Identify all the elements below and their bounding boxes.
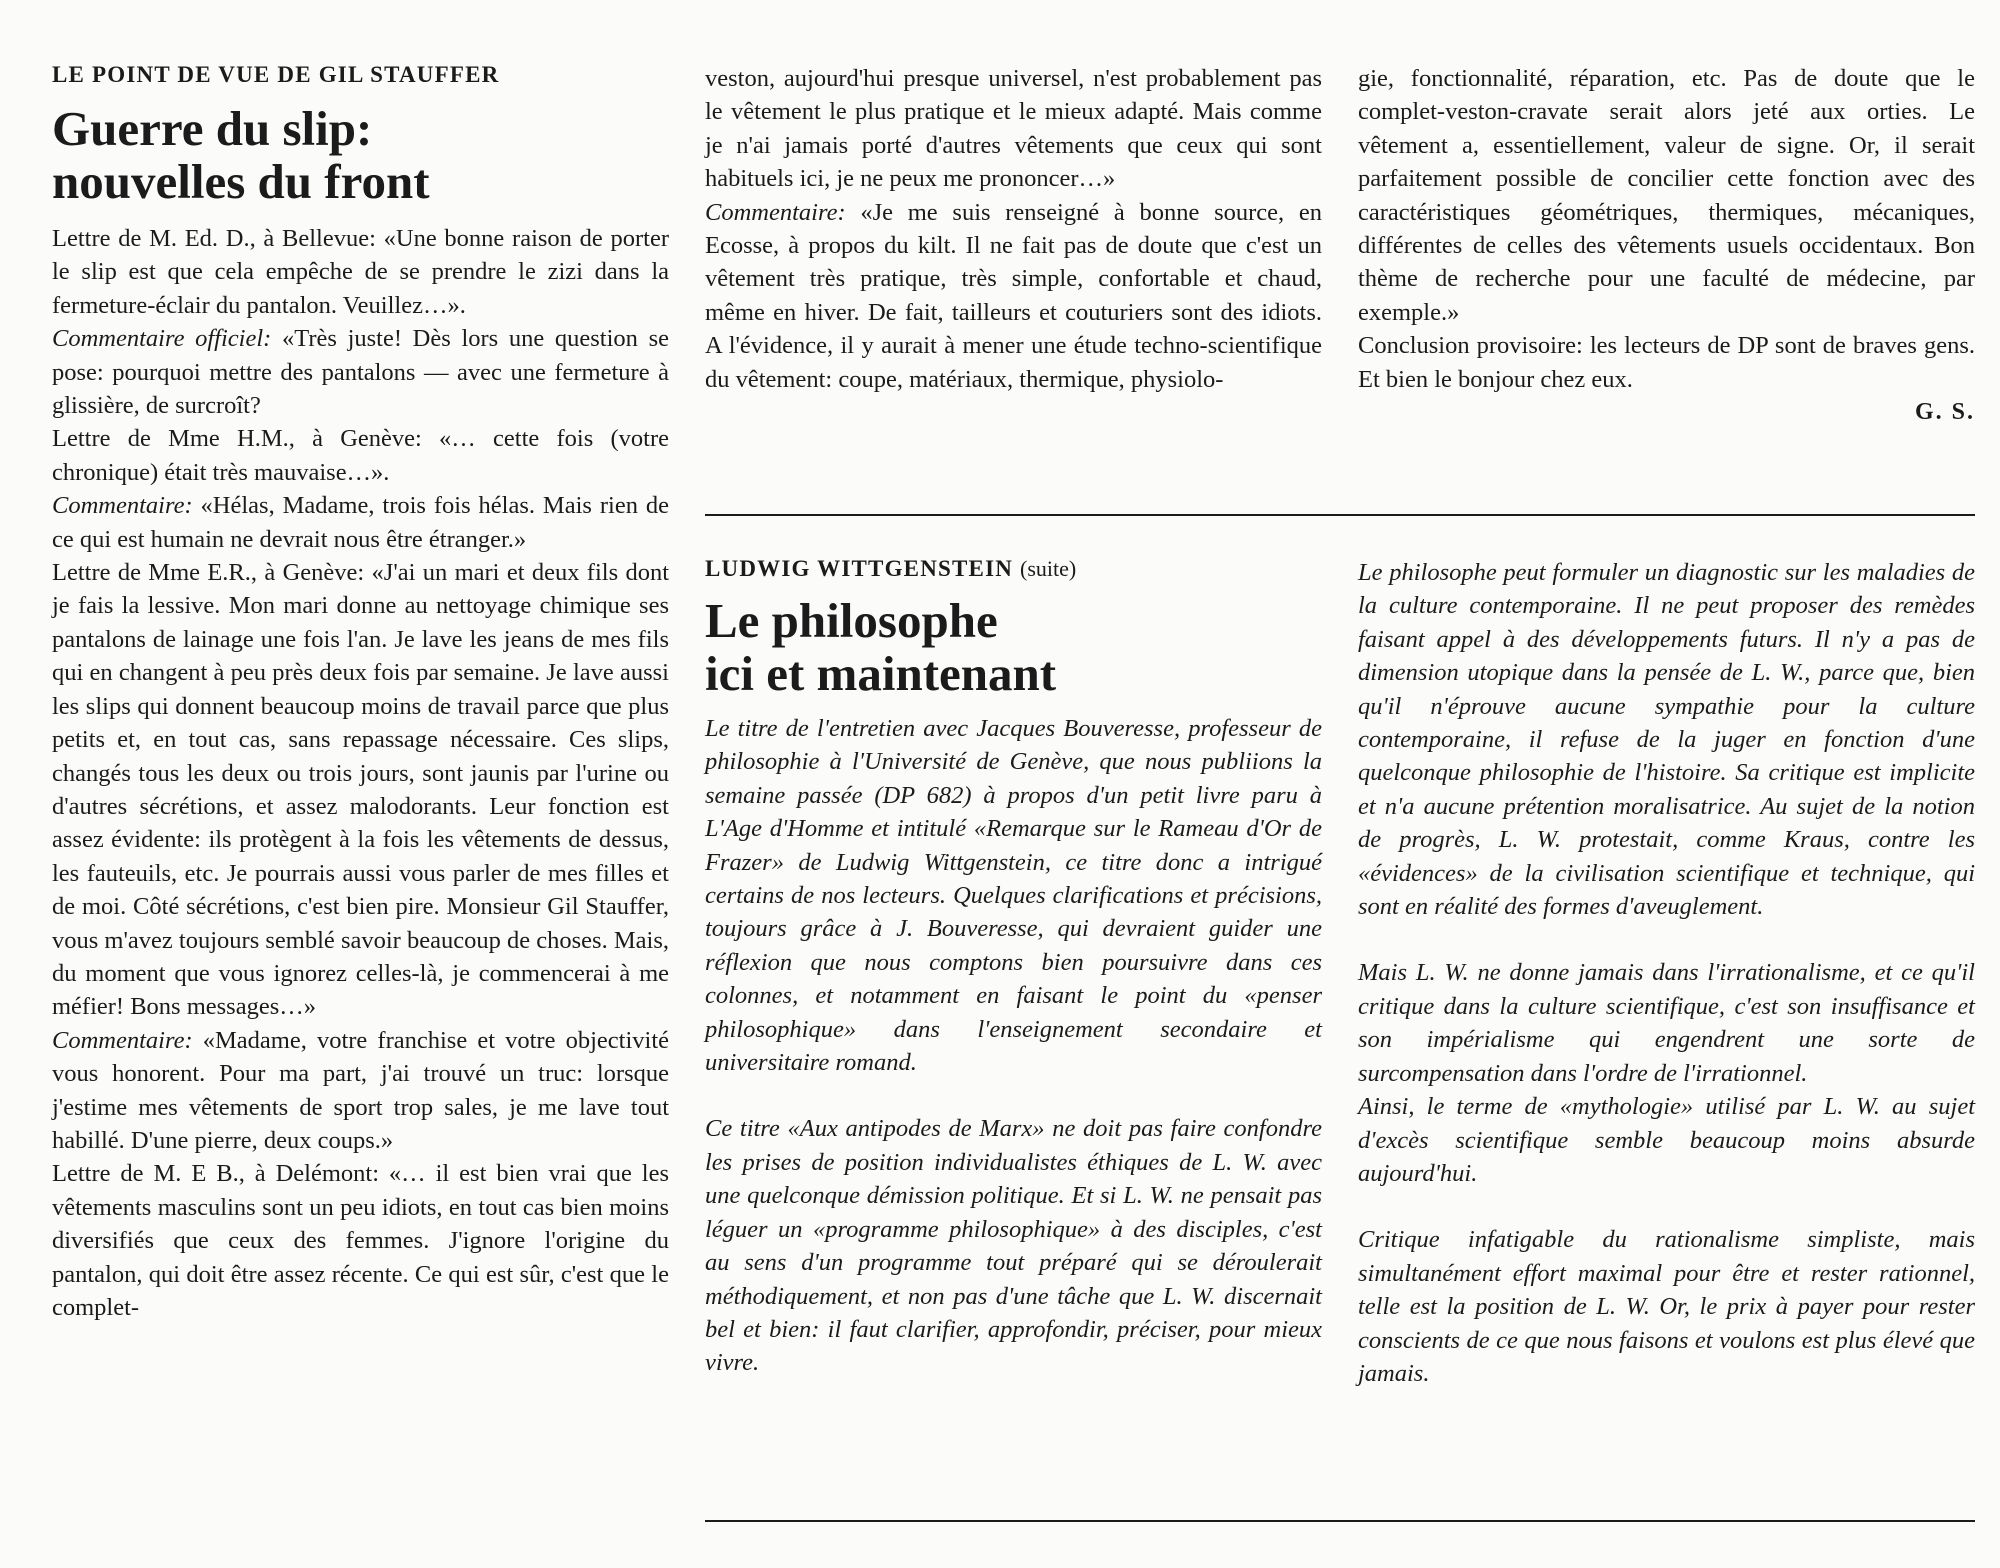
article1-kicker: LE POINT DE VUE DE GIL STAUFFER — [52, 62, 500, 87]
letter-bellevue: Lettre de M. Ed. D., à Bellevue: «Une bonne raison de porter le slip est que cela empêche de se prendre le zizi dans la fermeture-éclair du pantalon. Veuillez…». — [52, 225, 669, 319]
irrationalism-paragraph: Mais L. W. ne donne jamais dans l'irrationalisme, et ce qu'il critique dans la culture scientifique, c'est son insuffisance et son impérialisme qui engendrent une sorte de surcompensation dans l'ordre de l'irrationnel. — [1358, 959, 1975, 1087]
article2-title-line2: ici et maintenant — [705, 646, 1057, 701]
antipodes-paragraph: Ce titre «Aux antipodes de Marx» ne doit pas faire confondre les prises de position individualistes éthiques de L. W. avec une quelconque démission politique. Et si L. W. ne pensait pas léguer un «programme philosophique» à des disciples, c'est au sens d'un programme tout préparé qui se déroulerait méthodiquement, et non pas d'une tâche que L. W. discernait bel et bien: il faut clarifier, approfondir, préciser, pour mieux vivre. — [705, 1115, 1322, 1377]
article1-title-line2: nouvelles du front — [52, 154, 430, 209]
section-divider-bottom — [705, 1520, 1975, 1522]
article1-column-2 — [705, 62, 1322, 396]
letter-geneve-er: Lettre de Mme E.R., à Genève: «J'ai un mari et deux fils dont je fais la lessive. Mon mari donne au nettoyage chimique ses pantalons de lainage une fois l'an. Je lave les jeans de mes fils qui en changent à peu près deux fois par semaine. Je lave aussi les slips qui donnent beaucoup moins de travail parce que plus petits et, en tout cas, sans repassage nécessaire. Ces slips, changés tous les deux ou trois jours, sont jaunis par l'urine ou d'autres sécrétions, et assez malodorants. Leur fonction est assez évidente: ils protègent à la fois les vêtements de dessus, les fauteuils, etc. Je pourrais aussi vous parler de mes filles et de moi. Côté sécrétions, c'est bien pire. Monsieur Gil Stauffer, vous m'avez toujours semblé savoir beaucoup de choses. Mais, du moment que vous ignorez celles-là, je commencerai à me méfier! Bons messages…» — [52, 559, 669, 1021]
signature: G. S. — [1914, 399, 1975, 426]
comment-label: Commentaire: — [705, 198, 846, 226]
article2-kicker — [705, 556, 1322, 582]
conclusion-paragraph: Critique infatigable du rationalisme simpliste, mais simultanément effort maximal pour être et rester rationnel, telle est la position de L. W. Or, le prix à payer pour rester conscients de ce que nous faisons et voulons est plus élevé que jamais. — [1358, 1226, 1975, 1387]
comment-text: «Je me suis renseigné à bonne source, en Ecosse, à propos du kilt. Il ne fait pas de doute que c'est un vêtement très pratique, très simple, confortable et chaud, même en hiver. De fait, tailleurs et couturiers sont des idiots. A l'évidence, il y aurait à mener une étude techno-scientifique du vêtement: coupe, matériaux, thermique, physiolo- — [705, 198, 1322, 393]
article1-col1-body — [52, 222, 669, 1324]
article1-title-line1: Guerre du slip: — [52, 101, 373, 156]
letter-geneve-hm: Lettre de Mme H.M., à Genève: «… cette fois (votre chronique) était très mauvaise…». — [52, 425, 669, 486]
comment-text: «Hélas, Madame, trois fois hélas. Mais rien de ce qui est humain ne devrait nous être étranger.» — [52, 492, 669, 553]
article1-column-1 — [52, 62, 669, 1324]
comment-text: «Très juste! Dès lors une question se pose: pourquoi mettre des pantalons — avec une fermeture à glissière, de surcroît? — [52, 325, 669, 420]
diagnostic-paragraph: Le philosophe peut formuler un diagnostic sur les maladies de la culture contemporaine. Il ne peut proposer des remèdes faisant appel à des développements futurs. Il n'y a pas de dimension utopique dans la pensée de L. W., parce que, bien qu'il n'éprouve aucune sympathie pour la culture contemporaine, il refuse de la juger en fonction d'une quelconque philosophie de l'histoire. Sa critique est implicite et n'a aucune prétention moralisatrice. Au sujet de la notion de progrès, L. W. protestait, comme Kraus, contre les «évidences» de la civilisation scientifique et technique, qui sont en réalité des formes d'aveuglement. — [1358, 559, 1975, 921]
comment-kilt — [705, 196, 1322, 396]
comment-madame — [52, 1024, 669, 1158]
mythology-paragraph: Ainsi, le terme de «mythologie» utilisé par L. W. au sujet d'excès scientifique semble beaucoup moins absurde aujourd'hui. — [1358, 1093, 1975, 1187]
comment-label: Commentaire: — [52, 1026, 193, 1054]
comment-official — [52, 322, 669, 422]
letter-delemont: Lettre de M. E B., à Delémont: «… il est bien vrai que les vêtements masculins sont un peu idiots, en tout cas bien moins diversifiés que ceux des femmes. J'ignore l'origine du pantalon, qui doit être assez récente. Ce qui est sûr, c'est que le complet- — [52, 1160, 669, 1321]
article2-title-line1: Le philosophe — [705, 593, 998, 648]
article2-kicker-suffix: (suite) — [1020, 556, 1077, 581]
letter-delemont-continued: veston, aujourd'hui presque universel, n'est probablement pas le vêtement le plus pratique et le mieux adapté. Mais comme je n'ai jamais porté d'autres vêtements que ceux qui sont habituels ici, je ne peux me prononcer…» — [705, 65, 1322, 193]
intro-paragraph: Le titre de l'entretien avec Jacques Bouveresse, professeur de philosophie à l'Université de Genève, que nous publiions la semaine passée (DP 682) à propos d'un petit livre paru à L'Age d'Homme et intitulé «Remarque sur le Rameau d'Or de Frazer» de Ludwig Wittgenstein, ce titre donc a intrigué certains de nos lecteurs. Quelques clarifications et précisions, toujours grâce à J. Bouveresse, qui devraient guider une réflexion que nous comptons bien poursuivre dans ces colonnes, et notamment en faisant le point du «penser philosophique» dans l'enseignement secondaire et universitaire romand. — [705, 715, 1322, 1077]
comment-kilt-continued: gie, fonctionnalité, réparation, etc. Pas de doute que le complet-veston-cravate serait alors jeté aux orties. Le vêtement a, essentiellement, valeur de signe. Or, il serait parfaitement possible de concilier cette fonction avec des caractéristiques géométriques, thermiques, mécaniques, différentes de celles des vêtements usuels occidentaux. Bon thème de recherche pour une faculté de médecine, par exemple.» — [1358, 65, 1975, 326]
comment-text: «Madame, votre franchise et votre objectivité vous honorent. Pour ma part, j'ai trouvé un truc: lorsque j'estime mes vêtements de sport trop sales, je me lave tout habillé. D'une pierre, deux coups.» — [52, 1026, 669, 1154]
comment-label: Commentaire: — [52, 492, 193, 520]
article1-column-3 — [1358, 62, 1975, 429]
article2-column-3 — [1358, 556, 1975, 1390]
article2-title — [705, 594, 1322, 700]
section-divider-top — [705, 514, 1975, 516]
comment-label: Commentaire officiel: — [52, 325, 272, 353]
article1-title — [52, 102, 669, 208]
comment-helas — [52, 489, 669, 556]
article2-kicker-name: LUDWIG WITTGENSTEIN — [705, 556, 1014, 581]
article2-column-2 — [705, 556, 1322, 1380]
conclusion: Conclusion provisoire: les lecteurs de DP sont de braves gens. Et bien le bonjour chez eux. — [1358, 332, 1975, 393]
